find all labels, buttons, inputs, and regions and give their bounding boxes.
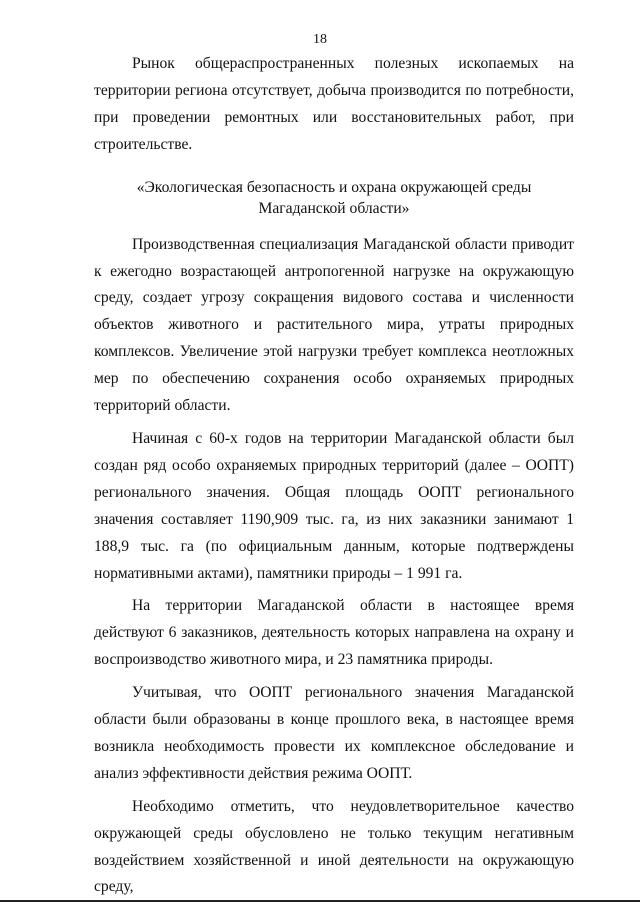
bottom-rule xyxy=(0,900,640,902)
paragraph-survey-need: Учитывая, что ООПТ регионального значения Магаданской области были образованы в конце прошлого века, в настоящее время возникла необходимость провести их комплексное обследование и анализ эффективности действия режима ООПТ. xyxy=(94,684,574,782)
paragraph-environment-quality: Необходимо отметить, что неудовлетворительное качество окружающей среды обусловлено не только текущим негативным воздействием хозяйственной и иной деятельности на окружающую среду, xyxy=(94,797,574,896)
section-title-line-2: Магаданской области» xyxy=(258,199,410,217)
paragraph-reserves-count: На территории Магаданской области в настоящее время действуют 6 заказников, деятельность которых направлена на охрану и воспроизводство животного мира, и 23 памятника природы. xyxy=(94,597,574,669)
paragraph-mineral-market: Рынок общераспространенных полезных ископаемых на территории региона отсутствует, добыча производится по потребности, при проведении ремонтных или восстановительных работ, при строительстве. xyxy=(94,55,574,153)
page-number: 18 xyxy=(313,32,327,47)
paragraph-production-specialization: Производственная специализация Магаданской области приводит к ежегодно возрастающей антропогенной нагрузке на окружающую среду, создает угрозу сокращения видового состава и численности объектов животного и растительного мира, утраты природных комплексов. Увеличение этой нагрузки требует комплекса неотложных мер по обеспечению сохранения особо охраняемых природных территорий области. xyxy=(94,235,574,415)
document-body xyxy=(94,51,574,901)
section-title-line-1: «Экологическая безопасность и охрана окружающей среды xyxy=(136,178,532,196)
paragraph-protected-areas: Начиная с 60-х годов на территории Магаданской области был создан ряд особо охраняемых природных территорий (далее – ООПТ) регионального значения. Общая площадь ООПТ регионального значения составляет 1190,909 тыс. га, из них заказники занимают 1 188,9 тыс. га (по официальным данным, которые подтверждены нормативными актами), памятники природы – 1 991 га. xyxy=(94,429,574,582)
section-title xyxy=(94,177,574,219)
